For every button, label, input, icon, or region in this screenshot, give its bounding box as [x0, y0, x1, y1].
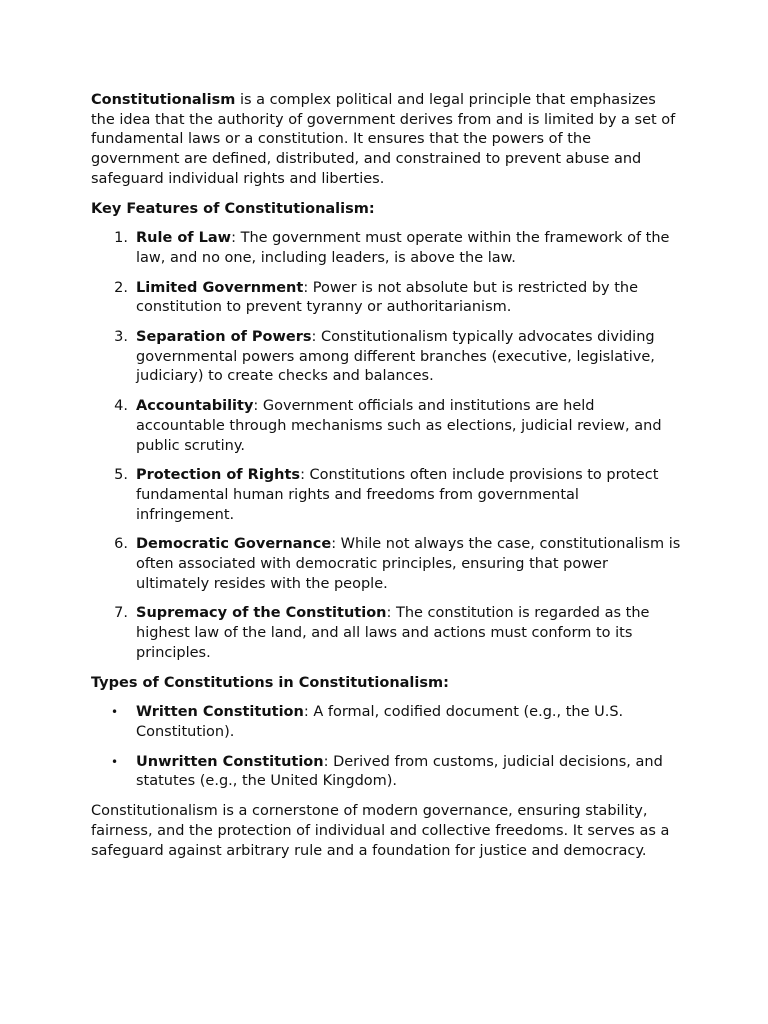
type-item — [91, 703, 681, 742]
feature-text: : Power is not absolute but is restricted by the constitution to prevent tyranny or authoritarianism. — [136, 279, 639, 316]
feature-text: : While not always the case, constitutionalism is often associated with democratic principles, ensuring that power ultimately resides with the people. — [136, 536, 681, 592]
feature-term: Rule of Law — [136, 230, 232, 247]
type-term: Written Constitution — [136, 704, 304, 721]
feature-item — [91, 535, 681, 594]
feature-item — [91, 397, 681, 456]
feature-term: Accountability — [136, 398, 254, 415]
feature-text: : Government officials and institutions are held accountable through mechanisms such as elections, judicial review, and public scrutiny. — [136, 398, 662, 454]
feature-item — [91, 229, 681, 268]
intro-paragraph — [91, 91, 681, 190]
feature-item — [91, 279, 681, 318]
feature-term: Democratic Governance — [136, 536, 332, 553]
type-item — [91, 753, 681, 792]
bullet-icon: • — [111, 705, 119, 720]
feature-text: : Constitutionalism typically advocates dividing governmental powers among different branches (executive, legislative, judiciary) to create checks and balances. — [136, 329, 655, 385]
feature-term: Separation of Powers — [136, 329, 312, 346]
feature-number: 6. — [114, 536, 128, 553]
feature-number: 4. — [114, 398, 128, 415]
intro-text: is a complex political and legal principle that emphasizes the idea that the authority of government derives from and is limited by a set of fundamental laws or a constitution. It ensures that the powers of the government are defined, distributed, and constrained to prevent abuse and safeguard individual rights and liberties. — [91, 92, 676, 187]
document-page — [91, 91, 681, 871]
feature-term: Limited Government — [136, 279, 304, 296]
types-list — [91, 703, 681, 792]
features-list — [91, 229, 681, 663]
bullet-icon: • — [111, 754, 119, 769]
intro-term: Constitutionalism — [91, 92, 236, 108]
features-heading: Key Features of Constitutionalism: — [91, 200, 375, 217]
feature-term: Protection of Rights — [136, 467, 301, 484]
feature-text: : The constitution is regarded as the highest law of the land, and all laws and actions must conform to its principles. — [136, 605, 650, 661]
feature-number: 7. — [114, 605, 128, 622]
types-heading: Types of Constitutions in Constitutionalism: — [91, 674, 449, 691]
feature-item — [91, 466, 681, 525]
feature-number: 2. — [114, 279, 128, 296]
feature-number: 1. — [114, 230, 128, 247]
conclusion-paragraph: Constitutionalism is a cornerstone of modern governance, ensuring stability, fairness, and the protection of individual and collective freedoms. It serves as a safeguard against arbitrary rule and a foundation for justice and democracy. — [91, 803, 670, 859]
feature-item — [91, 328, 681, 387]
feature-number: 3. — [114, 329, 128, 346]
type-text: : A formal, codified document (e.g., the U.S. Constitution). — [136, 704, 624, 740]
feature-term: Supremacy of the Constitution — [136, 605, 387, 622]
feature-number: 5. — [114, 467, 128, 484]
feature-text: : The government must operate within the framework of the law, and no one, including leaders, is above the law. — [136, 230, 670, 266]
feature-text: : Constitutions often include provisions to protect fundamental human rights and freedoms from governmental infringement. — [136, 467, 659, 523]
feature-item — [91, 604, 681, 663]
type-text: : Derived from customs, judicial decisions, and statutes (e.g., the United Kingdom). — [136, 753, 663, 790]
type-term: Unwritten Constitution — [136, 753, 324, 770]
